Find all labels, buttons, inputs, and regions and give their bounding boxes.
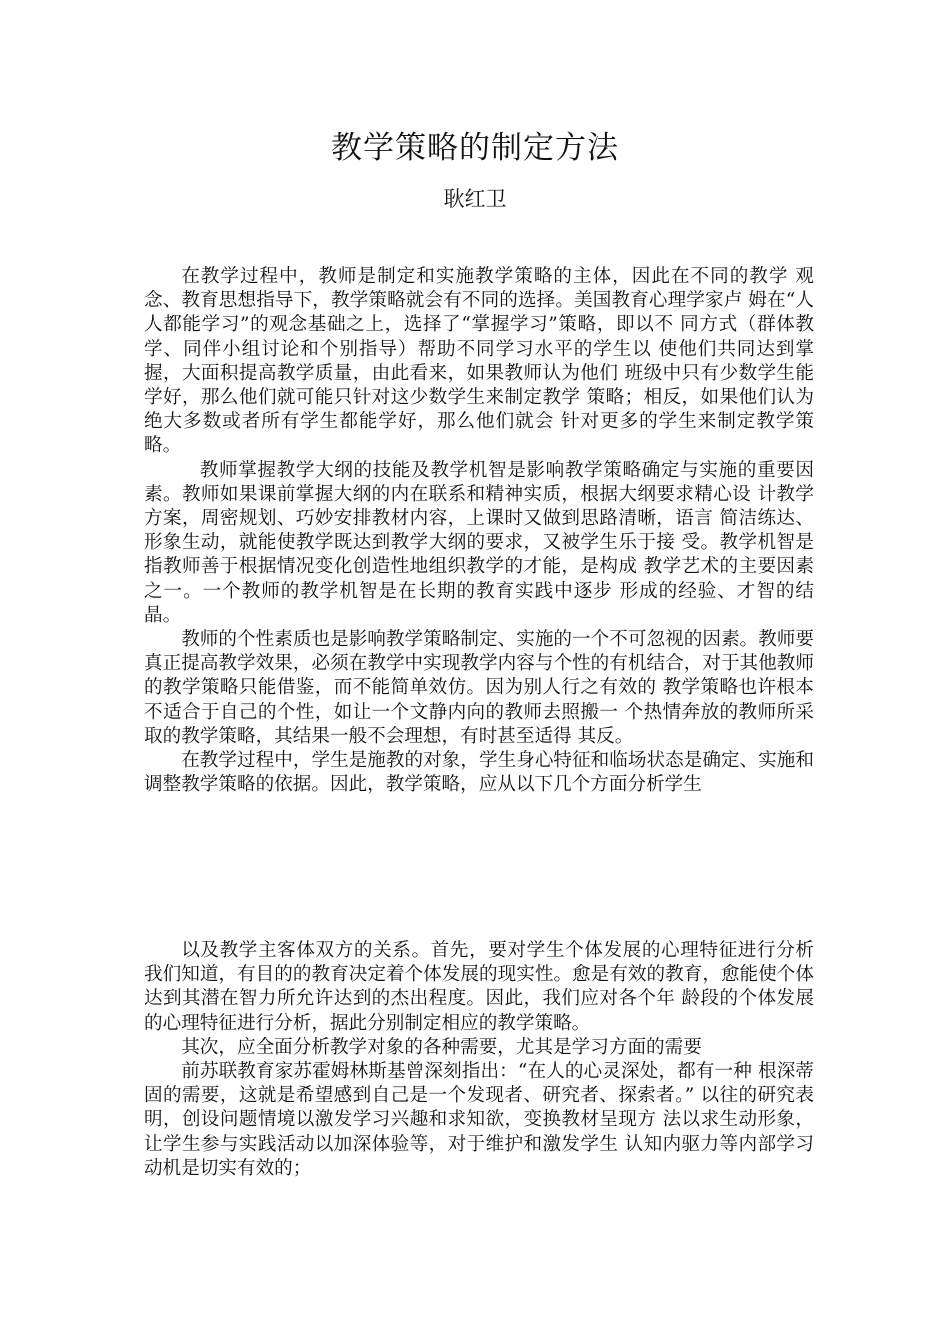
paragraph-6: 其次，应全面分析教学对象的各种需要，尤其是学习方面的需要 (181, 1036, 702, 1058)
body-text-lower (144, 939, 814, 1181)
document-author: 耿红卫 (443, 187, 507, 211)
paragraph-2: 教师掌握教学大纲的技能及教学机智是影响教学策略确定与实施的重要因素。教师如果课前掌握大纲的内在联系和精神实质，根据大纲要求精心设 计教学方案，周密规划、巧妙安排教材内容，上课时又做到思路清晰，语言 简洁练达、形象生动，就能使教学既达到教学大纲的要求，又被学生乐于接 受。教学机智是指教师善于根据情况变化创造性地组织教学的才能，是构成 教学艺术的主要因素之一。一个教师的教学机智是在长期的教育实践中逐步 形成的经验、才智的结晶。 (144, 459, 814, 626)
paragraph-5: 以及教学主客体双方的关系。首先，要对学生个体发展的心理特征进行分析 我们知道，有目的的教育决定着个体发展的现实性。愈是有效的教育，愈能使个体达到其潜在智力所允许达到的杰出程度。因此，我们应对各个年 龄段的个体发展的心理特征进行分析，据此分别制定相应的教学策略。 (144, 940, 814, 1034)
paragraph-4: 在教学过程中，学生是施教的对象，学生身心特征和临场状态是确定、实施和调整教学策略的依据。因此，教学策略，应从以下几个方面分析学生 (144, 750, 814, 796)
document-title: 教学策略的制定方法 (331, 130, 619, 166)
paragraph-1: 在教学过程中，教师是制定和实施教学策略的主体，因此在不同的教学 观念、教育思想指导下，教学策略就会有不同的选择。美国教育心理学家卢 姆在“人人都能学习”的观念基础之上，选择了“掌握学习”策略，即以不 同方式（群体教学、同伴小组讨论和个别指导）帮助不同学习水平的学生以 使他们共同达到掌握，大面积提高教学质量，由此看来，如果教师认为他们 班级中只有少数学生能学好，那么他们就可能只针对这少数学生来制定教学 策略；相反，如果他们认为绝大多数或者所有学生都能学好，那么他们就会 针对更多的学生来制定教学策略。 (144, 266, 814, 457)
paragraph-3: 教师的个性素质也是影响教学策略制定、实施的一个不可忽视的因素。教师要真正提高教学效果，必须在教学中实现教学内容与个性的有机结合，对于其他教师的教学策略只能借鉴，而不能简单效仿。因为别人行之有效的 教学策略也许根本不适合于自己的个性，如让一个文静内向的教师去照搬一 个热情奔放的教师所采取的教学策略，其结果一般不会理想，有时甚至适得 其反。 (144, 629, 814, 747)
paragraph-7: 前苏联教育家苏霍姆林斯基曾深刻指出：“在人的心灵深处，都有一种 根深蒂固的需要，这就是希望感到自己是一个发现者、研究者、探索者。” 以往的研究表明，创设问题情境以激发学习兴趣和求知欲，变换教材呈现方 法以求生动形象，让学生参与实践活动以加深体验等，对于维护和激发学生 认知内驱力等内部学习动机是切实有效的； (144, 1061, 814, 1179)
body-text-upper (144, 265, 814, 797)
